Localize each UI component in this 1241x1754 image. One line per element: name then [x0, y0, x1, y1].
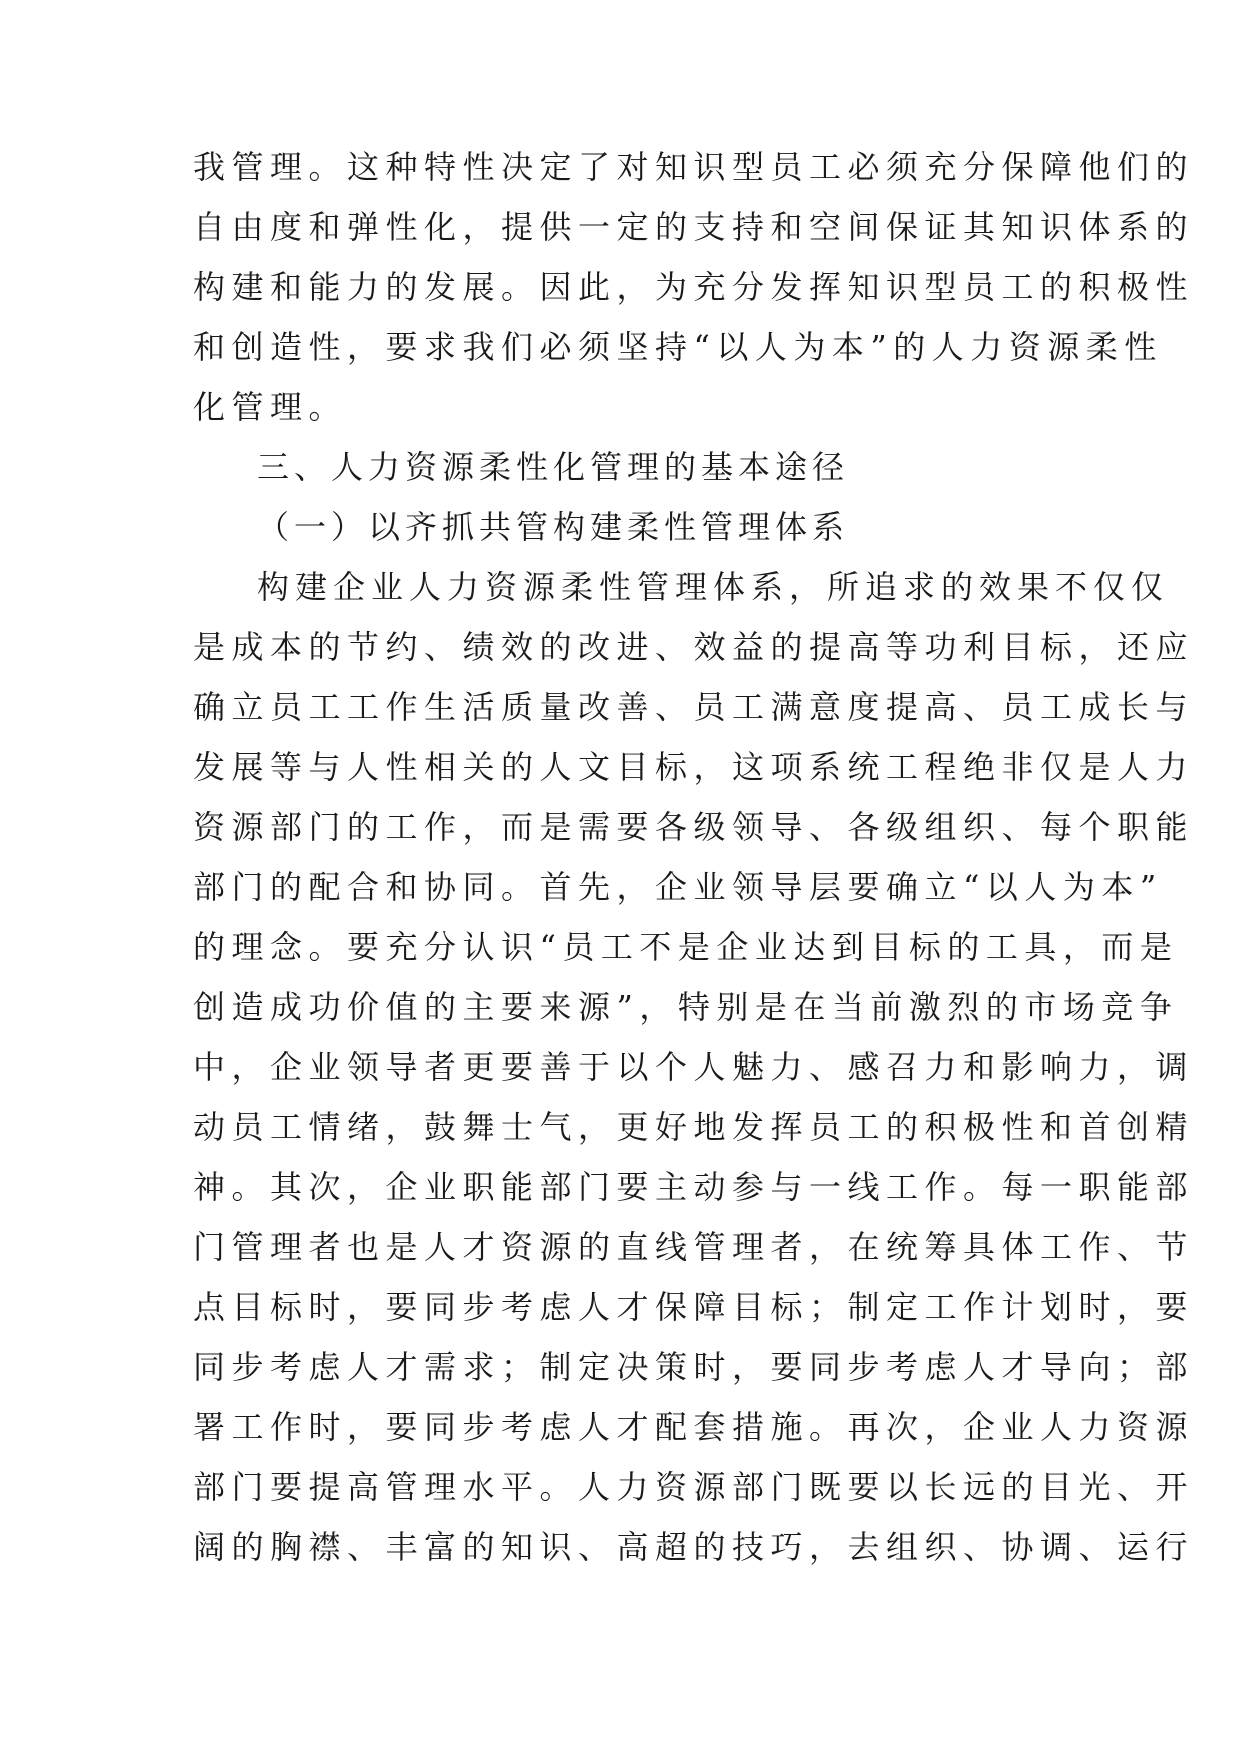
text-line: 构建和能力的发展。因此，为充分发挥知识型员工的积极性 — [193, 268, 1195, 306]
text-line: 点目标时，要同步考虑人才保障目标；制定工作计划时，要 — [193, 1288, 1195, 1326]
text-line: 确立员工工作生活质量改善、员工满意度提高、员工成长与 — [193, 688, 1195, 726]
text-line: 的理念。要充分认识“员工不是企业达到目标的工具，而是 — [193, 928, 1179, 966]
text-line: 同步考虑人才需求；制定决策时，要同步考虑人才导向；部 — [193, 1348, 1195, 1386]
text-line: 是成本的节约、绩效的改进、效益的提高等功利目标，还应 — [193, 628, 1195, 666]
text-line: 阔的胸襟、丰富的知识、高超的技巧，去组织、协调、运行 — [193, 1528, 1195, 1566]
text-line: 化管理。 — [193, 388, 348, 426]
text-line: 发展等与人性相关的人文目标，这项系统工程绝非仅是人力 — [193, 748, 1195, 786]
text-line: 署工作时，要同步考虑人才配套措施。再次，企业人力资源 — [193, 1408, 1195, 1446]
text-line: 资源部门的工作，而是需要各级领导、各级组织、每个职能 — [193, 808, 1195, 846]
text-line: 自由度和弹性化，提供一定的支持和空间保证其知识体系的 — [193, 208, 1195, 246]
paragraph-first-line: 构建企业人力资源柔性管理体系，所追求的效果不仅仅 — [257, 568, 1170, 606]
text-line: 门管理者也是人才资源的直线管理者，在统筹具体工作、节 — [193, 1228, 1195, 1266]
text-line: 创造成功价值的主要来源”，特别是在当前激烈的市场竞争 — [193, 988, 1179, 1026]
subsection-heading: （一）以齐抓共管构建柔性管理体系 — [257, 508, 850, 546]
text-line: 神。其次，企业职能部门要主动参与一线工作。每一职能部 — [193, 1168, 1195, 1206]
text-line: 部门要提高管理水平。人力资源部门既要以长远的目光、开 — [193, 1468, 1195, 1506]
text-line: 中，企业领导者更要善于以个人魅力、感召力和影响力，调 — [193, 1048, 1195, 1086]
text-line: 动员工情绪，鼓舞士气，更好地发挥员工的积极性和首创精 — [193, 1108, 1195, 1146]
text-line: 我管理。这种特性决定了对知识型员工必须充分保障他们的 — [193, 148, 1195, 186]
section-heading: 三、人力资源柔性化管理的基本途径 — [257, 448, 850, 486]
text-line: 和创造性，要求我们必须坚持“以人为本”的人力资源柔性 — [193, 328, 1163, 366]
text-line: 部门的配合和协同。首先，企业领导层要确立“以人为本” — [193, 868, 1163, 906]
